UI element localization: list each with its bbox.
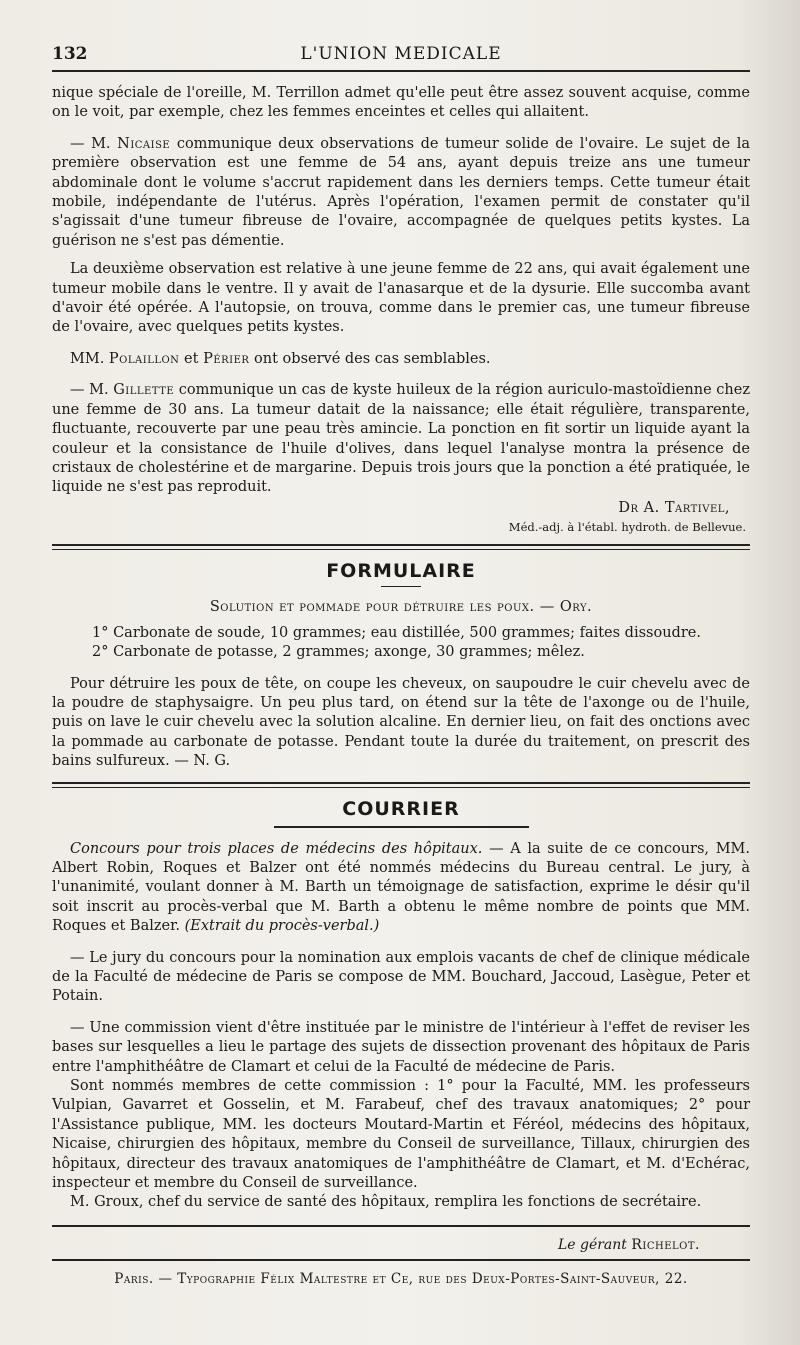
section-divider: [52, 782, 750, 788]
section-title-courrier: COURRIER: [342, 797, 460, 820]
paragraph-terrillon: nique spéciale de l'oreille, M. Terrillon admet qu'elle peut être assez souvent acquise, comme on le voit, par exemple, chez les femmes enceintes et celles qui allaitent.: [52, 85, 750, 121]
paragraph-text: ont observé des cas semblables.: [249, 350, 491, 367]
dash-lead: — M.: [70, 135, 118, 152]
title-underline: [274, 826, 529, 828]
paragraph-second-observation: La deuxième observation est relative à une jeune femme de 22 ans, qui avait également une tumeur mobile dans le ventre. Il y avait de l'anasarque et de la dysurie. Elle succomba avant d'avoir été opérée. A l'autopsie, on trouva, comme dans le premier cas, une tumeur fibreuse de l'ovaire, avec quelques petits kystes.: [52, 261, 750, 336]
author-name-perier: Périer: [203, 350, 250, 367]
recipe-title: Solution et pommade pour détruire les poux. — Ory.: [209, 598, 593, 615]
page-header: [52, 40, 750, 72]
author-name-nicaise: Nicaise: [117, 135, 171, 152]
gerant-line: [52, 1237, 750, 1253]
author-name-polaillon: Polaillon: [108, 350, 180, 367]
printer-imprint: Paris. — Typographie Félix Maltestre et Ce, rue des Deux-Portes-Saint-Sauveur, 22.: [114, 1270, 688, 1287]
signature: Dr A. Tartivel,: [618, 499, 730, 516]
mm-lead: MM.: [70, 350, 109, 367]
concours-heading: Concours pour trois places de médecins des hôpitaux.: [70, 840, 483, 857]
paragraph-text: communique un cas de kyste huileux de la région auriculo-mastoïdienne chez une femme de 30 ans. La tumeur datait de la naissance; elle était régulière, transparente, fluctuante, recouverte par une peau très amincie. La ponction en fit sortir un liquide ayant la couleur et la consistance de l'huile d'olives, dans lequel l'analyse montra la présence de cristaux de cholestérine et de margarine. Depuis trois jours que la ponction a été pratiquée, le liquide ne s'est pas reproduit.: [52, 382, 750, 496]
paragraph-members: Sont nommés membres de cette commission : 1° pour la Faculté, MM. les professeurs Vulpian, Gavarret et Gosselin, et M. Farabeuf, chef des travaux anatomiques; 2° pour l'Assistance publique, MM. les docteurs Moutard-Martin et Féréol, médecins des hôpitaux, Nicaise, chirurgien des hôpitaux, membre du Conseil de surveillance, Tillaux, chirurgien des hôpitaux, directeur des travaux anatomiques de l'amphithéâtre de Clamart, et M. d'Echérac, inspecteur et membre du Conseil de surveillance.: [52, 1078, 750, 1192]
gerant-name: Richelot.: [631, 1236, 700, 1253]
paragraph-polaillon-perier: [52, 350, 750, 369]
dash-lead: — M.: [70, 382, 114, 399]
page-content: [52, 40, 750, 1287]
title-underline: [381, 586, 421, 587]
running-title: L'UNION MEDICALE: [300, 44, 502, 64]
section-divider: [52, 544, 750, 550]
paragraph-text: communique deux observations de tumeur solide de l'ovaire. Le sujet de la première observation est une femme de 54 ans, ayant depuis treize ans une tumeur abdominale dont le volume s'accrut rapidement dans les derniers temps. Cette tumeur était mobile, indépendante de l'utérus. Après l'opération, l'examen permit de constater qu'il s'agissait d'une tumeur fibreuse de l'ovaire, accompagnée de quelques petits kystes. La guérison ne s'est pas démentie.: [52, 135, 750, 249]
paragraph-gillette: [52, 381, 750, 497]
paragraph-secretary: M. Groux, chef du service de santé des hôpitaux, remplira les fonctions de secrétaire.: [70, 1194, 702, 1211]
extract-note: (Extrait du procès-verbal.): [184, 918, 380, 935]
paragraph-nicaise: [52, 135, 750, 251]
recipe-item-2: 2° Carbonate de potasse, 2 grammes; axonge, 30 grammes; mêlez.: [92, 644, 585, 661]
recipe-item-1: 1° Carbonate de soude, 10 grammes; eau distillée, 500 grammes; faites dissoudre.: [92, 624, 701, 641]
section-title-formulaire: FORMULAIRE: [326, 559, 476, 582]
printer-rule: [52, 1259, 750, 1261]
gerant-label: Le gérant: [557, 1236, 627, 1253]
recipe-instructions: Pour détruire les poux de tête, on coupe les cheveux, on saupoudre le cuir chevelu avec de la poudre de staphysaigre. Un peu plus tard, on étend sur la tête de l'axonge ou de l'huile, puis on lave le cuir chevelu avec la solution alcaline. En dernier lieu, on fait des onctions avec la pommade au carbonate de potasse. Pendant toute la durée du traitement, on prescrit des bains sulfureux. — N. G.: [52, 675, 750, 770]
author-name-gillette: Gillette: [113, 382, 175, 399]
signature-affiliation: Méd.-adj. à l'établ. hydroth. de Bellevue.: [508, 519, 746, 534]
paragraph-commission: — Une commission vient d'être instituée par le ministre de l'intérieur à l'effet de reviser les bases sur lesquelles a lieu le partage des sujets de dissection provenant des hôpitaux de Paris entre l'amphithéâtre de Clamart et celui de la Faculté de médecine de Paris.: [52, 1019, 750, 1075]
page-number: 132: [52, 44, 88, 64]
footer-rule: [52, 1225, 750, 1227]
conjunction: et: [179, 350, 204, 367]
paragraph-jury: — Le jury du concours pour la nomination aux emplois vacants de chef de clinique médicale de la Faculté de médecine de Paris se compose de MM. Bouchard, Jaccoud, Lasègue, Peter et Potain.: [52, 949, 750, 1005]
paragraph-text: — A la suite de ce concours, MM. Albert Robin, Roques et Balzer ont été nommés médecins du Bureau central. Le jury, à l'unanimité, voulant donner à M. Barth un témoignage de satisfaction, exprime le désir qu'il soit inscrit au procès-verbal que M. Barth a obtenu le même nombre de points que MM. Roques et Balzer.: [52, 840, 751, 935]
paragraph-concours: [52, 840, 750, 937]
